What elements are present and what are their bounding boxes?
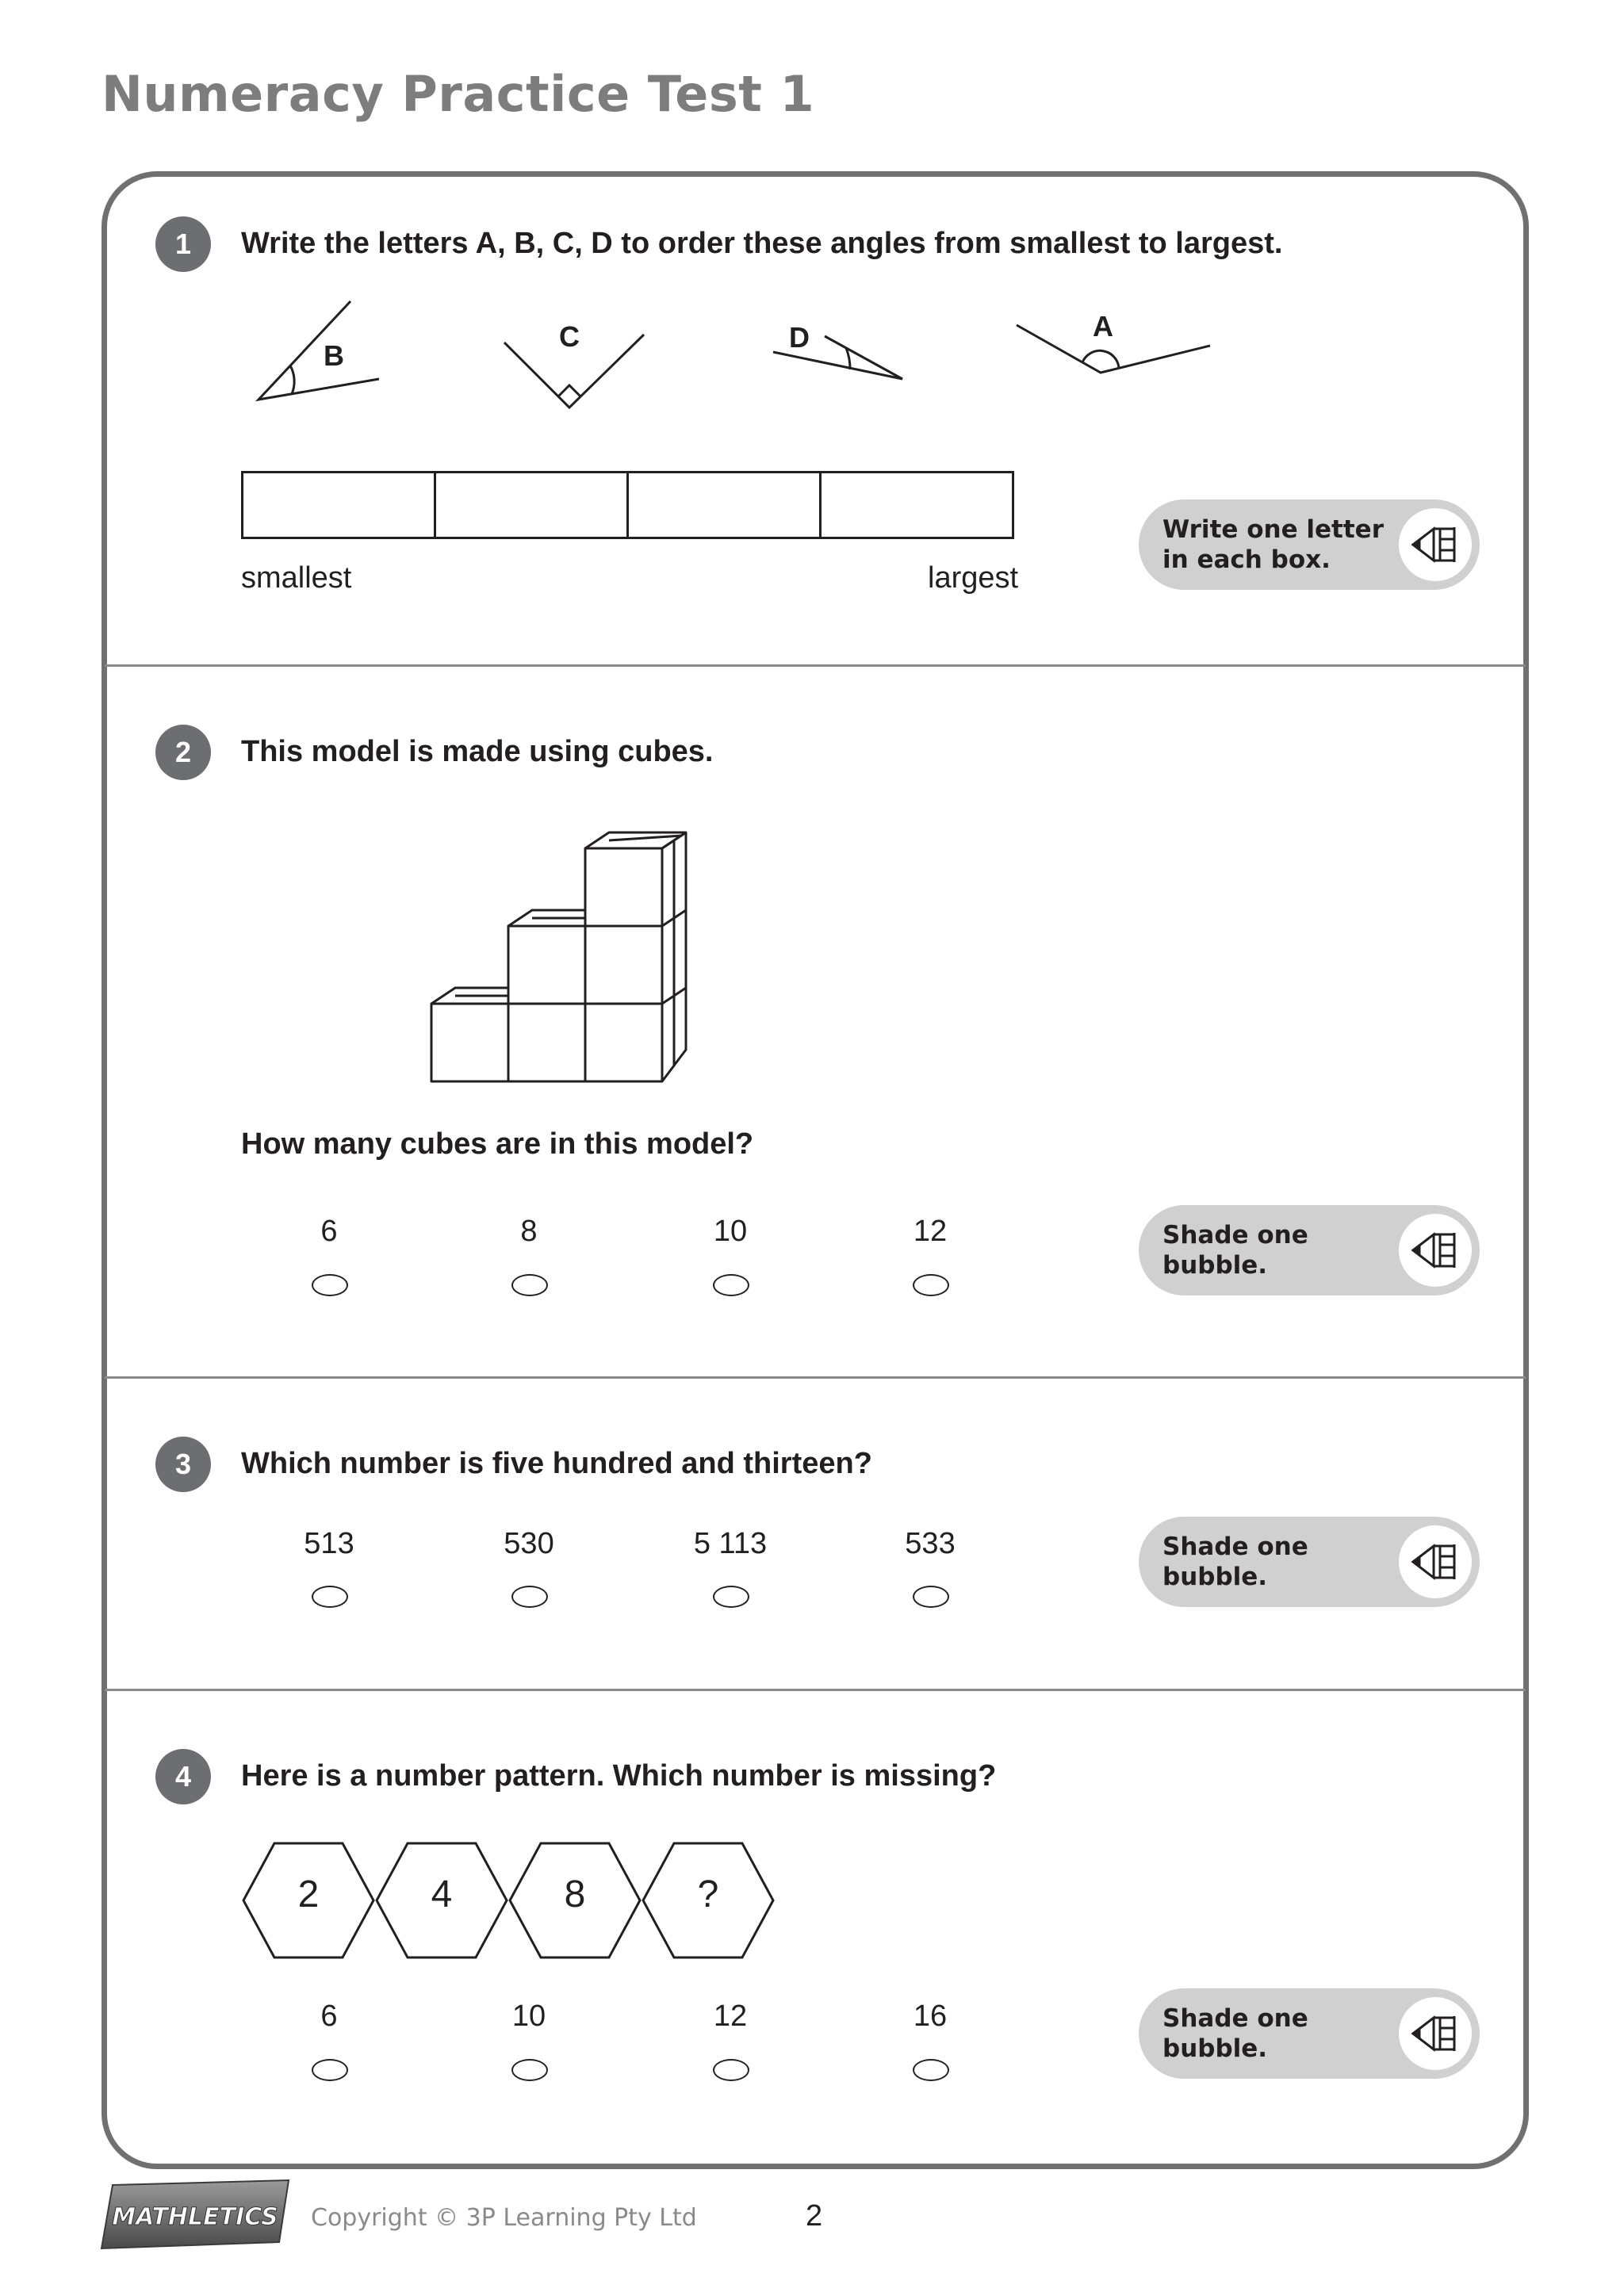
answer-box-2[interactable] <box>434 471 629 539</box>
question-number-badge: 4 <box>155 1749 211 1804</box>
answer-bubble[interactable] <box>713 2059 749 2081</box>
question-3-text: Which number is five hundred and thirteen? <box>241 1447 872 1480</box>
section-divider <box>105 1376 1526 1379</box>
option-label: 513 <box>304 1527 354 1560</box>
section-divider <box>105 664 1526 667</box>
cube-model-diagram <box>412 801 730 1094</box>
pencil-icon <box>1396 1522 1475 1601</box>
answer-bubble[interactable] <box>511 2059 548 2081</box>
question-4-text: Here is a number pattern. Which number is missing? <box>241 1759 997 1793</box>
answer-bubble[interactable] <box>913 2059 949 2081</box>
right-angle-marker <box>558 385 580 396</box>
angle-a <box>1017 325 1210 373</box>
pattern-value: 2 <box>297 1873 320 1915</box>
angle-label-a: A <box>1093 310 1113 342</box>
answer-box-3[interactable] <box>626 471 822 539</box>
option-label: 10 <box>511 1999 546 2033</box>
section-divider <box>105 1689 1526 1691</box>
angle-label-b: B <box>324 339 344 372</box>
logo-text: MATHLETICS <box>112 2203 278 2231</box>
option-label: 5 113 <box>693 1527 768 1560</box>
angles-diagram <box>0 285 1269 428</box>
instruction-badge <box>1139 499 1480 590</box>
question-number-badge: 1 <box>155 216 211 272</box>
option-label: 530 <box>504 1527 554 1560</box>
mathletics-logo <box>98 2179 297 2252</box>
answer-bubble[interactable] <box>511 1586 548 1608</box>
answer-bubble[interactable] <box>913 1274 949 1296</box>
largest-label: largest <box>928 561 1019 595</box>
instruction-text: Shade one bubble. <box>1162 1533 1308 1591</box>
page-title: Numeracy Practice Test 1 <box>102 65 815 123</box>
pattern-value: 8 <box>564 1873 586 1915</box>
question-2-text: This model is made using cubes. <box>241 735 714 768</box>
pencil-icon <box>1396 1994 1475 2073</box>
question-2-subtext: How many cubes are in this model? <box>241 1127 754 1161</box>
option-label: 12 <box>913 1215 948 1248</box>
angle-b-arc <box>290 365 294 394</box>
answer-bubble[interactable] <box>913 1586 949 1608</box>
option-label: 12 <box>713 1999 748 2033</box>
option-label: 6 <box>320 1999 338 2033</box>
option-label: 533 <box>905 1527 956 1560</box>
answer-bubble[interactable] <box>713 1586 749 1608</box>
smallest-label: smallest <box>241 561 352 595</box>
angle-b <box>259 301 379 400</box>
question-number-badge: 2 <box>155 725 211 780</box>
option-label: 16 <box>913 1999 948 2033</box>
option-label: 6 <box>320 1215 338 1248</box>
answer-bubble[interactable] <box>312 2059 348 2081</box>
answer-box-1[interactable] <box>241 471 436 539</box>
question-number-badge: 3 <box>155 1437 211 1492</box>
option-label: 8 <box>520 1215 538 1248</box>
pencil-icon <box>1396 1211 1475 1290</box>
instruction-badge <box>1139 1517 1480 1607</box>
instruction-text: Write one letter in each box. <box>1162 515 1384 574</box>
answer-bubble[interactable] <box>312 1586 348 1608</box>
angle-label-c: C <box>559 320 580 353</box>
page-number: 2 <box>806 2199 823 2233</box>
instruction-badge <box>1139 1205 1480 1295</box>
pattern-missing-value: ? <box>697 1873 719 1915</box>
answer-bubble[interactable] <box>312 1274 348 1296</box>
angle-label-d: D <box>789 321 810 354</box>
option-label: 10 <box>713 1215 748 1248</box>
answer-bubble[interactable] <box>713 1274 749 1296</box>
instruction-text: Shade one bubble. <box>1162 2004 1308 2063</box>
pencil-icon <box>1396 505 1475 584</box>
instruction-text: Shade one bubble. <box>1162 1221 1308 1280</box>
copyright-text: Copyright © 3P Learning Pty Ltd <box>311 2204 697 2232</box>
answer-bubble[interactable] <box>511 1274 548 1296</box>
instruction-badge <box>1139 1988 1480 2079</box>
answer-box-4[interactable] <box>819 471 1014 539</box>
pattern-value: 4 <box>431 1873 453 1915</box>
question-1-text: Write the letters A, B, C, D to order these angles from smallest to largest. <box>241 227 1283 260</box>
